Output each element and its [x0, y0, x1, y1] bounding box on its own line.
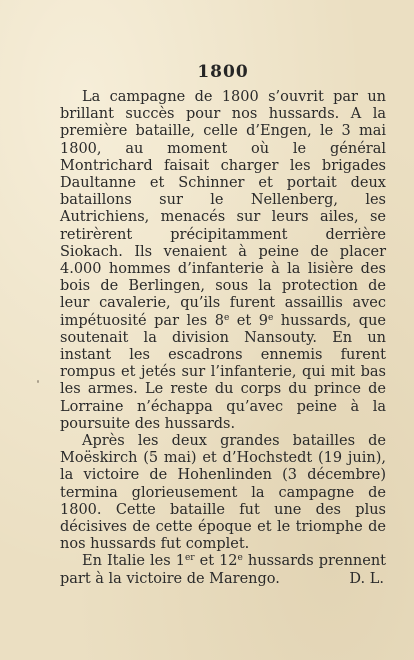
- ordinal-1-number: 1: [175, 553, 185, 570]
- conjunction-text-2: et: [194, 553, 220, 570]
- ordinal-8-number: 8: [214, 312, 224, 329]
- conjunction-text: et: [229, 312, 259, 329]
- paragraph-engen-text-end: hussards, que soutenait la division Nansouty. En un instant les escadrons ennemis furent rompus et jetés sur l’infanterie, qui mit bas les armes. Le reste du corps du prince de Lorraine n’échappa qu’avec peine à la poursuite des hussards.: [60, 312, 386, 432]
- paragraph-engen-battle: [60, 89, 386, 433]
- paragraph-hohenlinden: Après les deux grandes batailles de Moëskirch (5 mai) et d’Hochstedt (19 juin), la victoire de Hohenlinden (3 décembre) termina glorieusement la campagne de 1800. Cette bataille fut une des plus décisives de cette époque et le triomphe de nos hussards fut complet.: [60, 433, 386, 553]
- ordinal-9-suffix: e: [267, 312, 274, 323]
- paragraph-engen-text: La campagne de 1800 s’ouvrit par un brillant succès pour nos hussards. A la première bataille, celle d’Engen, le 3 mai 1800, au moment où le général Montrichard faisait charger les brigades Daultanne et Schinner et portait deux bataillons sur le Nellenberg, les Autrichiens, menacés sur leurs ailes, se retirèrent précipitamment derrière Siokach. Ils venaient à peine de placer 4.000 hommes d’infanterie à la lisière des bois de Berlingen, sous la protection de leur cavalerie, qu’ils furent assaillis avec impétuosité par les: [60, 89, 386, 329]
- ordinal-8-suffix: e: [223, 312, 230, 323]
- author-signature: D. L.: [349, 570, 384, 587]
- paragraph-marengo-text: En Italie les: [82, 553, 176, 570]
- paragraph-marengo: [60, 553, 386, 587]
- ordinal-12-number: 12: [219, 553, 238, 570]
- ordinal-12-suffix: e: [237, 553, 243, 564]
- page-heading: 1800: [197, 62, 249, 82]
- ordinal-1-suffix: er: [184, 553, 195, 564]
- paragraph-marengo-text-end: hussards prennent part à la victoire de Marengo.: [60, 553, 386, 587]
- ordinal-9-number: 9: [258, 312, 268, 329]
- paper-speck: [37, 380, 39, 383]
